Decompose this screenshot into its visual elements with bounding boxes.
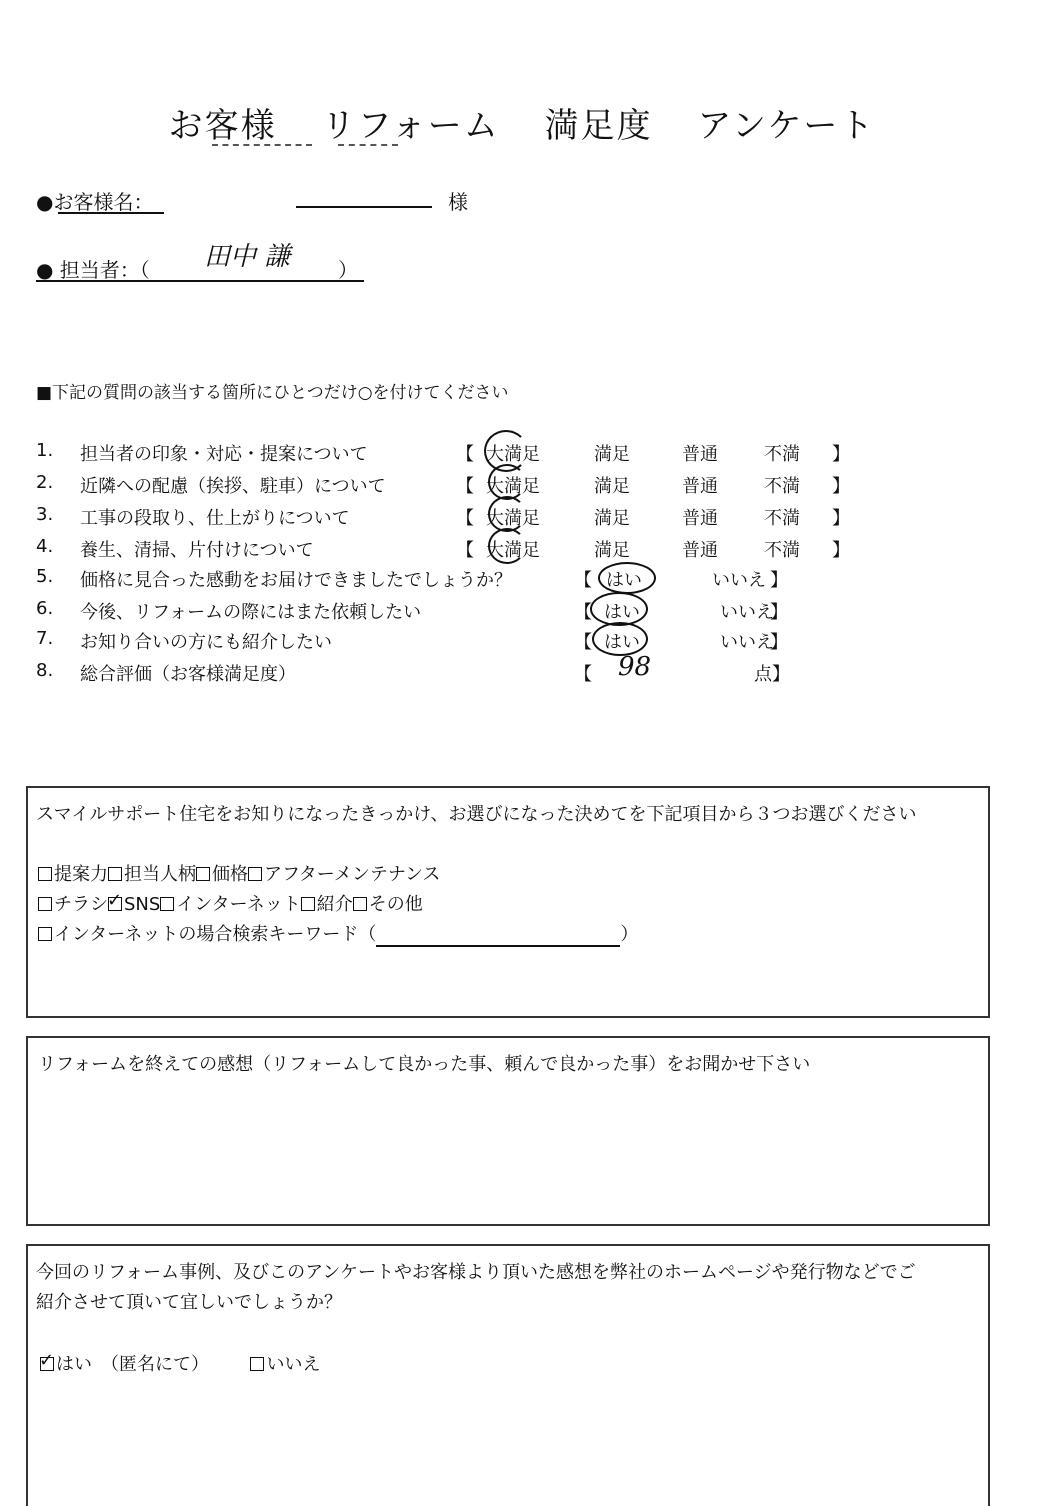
customer-name-field[interactable] — [296, 206, 432, 208]
staff-close: ） — [338, 258, 358, 282]
question-text: 価格に見合った感動をお届けできましたでしょうか？ — [80, 570, 512, 591]
answer-circle — [488, 496, 526, 532]
option-hai[interactable]: はい — [604, 632, 640, 653]
checkbox[interactable] — [38, 897, 52, 911]
option-iie[interactable]: いいえ — [712, 570, 766, 591]
question-number: 2. — [36, 472, 54, 493]
checkbox-label: 価格 — [212, 864, 248, 885]
checkbox-checked[interactable] — [108, 897, 122, 911]
bracket-close: 】 — [832, 444, 850, 465]
title-underline — [212, 144, 312, 146]
permission-options — [40, 1350, 320, 1376]
bracket-open: 【 — [456, 476, 474, 497]
no-label: いいえ — [266, 1354, 321, 1375]
checkbox-yes[interactable] — [40, 1357, 54, 1371]
bracket-close: 】 — [770, 570, 788, 591]
question-number: 1. — [36, 440, 54, 461]
bracket-close: 】 — [832, 476, 850, 497]
bracket-close: 】 — [770, 632, 788, 653]
title-underline — [338, 144, 398, 146]
impression-section — [26, 1036, 990, 1226]
answer-circle — [592, 622, 648, 656]
option-hai[interactable]: はい — [604, 602, 640, 623]
checkbox[interactable] — [196, 867, 210, 881]
bracket-close: 】 — [832, 540, 850, 561]
question-number: 6. — [36, 598, 54, 619]
option-manzoku[interactable]: 満足 — [594, 444, 630, 465]
option-futsuu[interactable]: 普通 — [682, 540, 718, 561]
bracket-open: 【 — [456, 508, 474, 529]
instruction-text: ■下記の質問の該当する箇所にひとつだけ○を付けてください — [36, 383, 509, 403]
staff-label: ● 担当者：（ — [36, 258, 150, 282]
option-fuman[interactable]: 不満 — [764, 508, 800, 529]
source-prompt: スマイルサポート住宅をお知りになったきっかけ、お選びになった決めてを下記項目から３つお選びください — [36, 804, 917, 825]
option-futsuu[interactable]: 普通 — [682, 444, 718, 465]
question-number: 8. — [36, 660, 54, 681]
option-manzoku[interactable]: 満足 — [594, 540, 630, 561]
bracket-open: 【 — [456, 444, 474, 465]
checkbox-label: その他 — [368, 894, 423, 915]
permission-prompt-line2: 紹介させて頂いて宜しいでしょうか？ — [36, 1292, 342, 1313]
option-fuman[interactable]: 不満 — [764, 476, 800, 497]
checkbox-label: 紹介 — [316, 894, 353, 915]
source-row-3 — [38, 920, 638, 947]
bracket-open: 【 — [574, 602, 592, 623]
question-number: 3. — [36, 504, 54, 525]
option-dai-manzoku[interactable]: 大満足 — [486, 508, 540, 529]
permission-section — [26, 1244, 990, 1506]
option-futsuu[interactable]: 普通 — [682, 508, 718, 529]
checkbox-no[interactable] — [250, 1357, 264, 1371]
option-fuman[interactable]: 不満 — [764, 540, 800, 561]
checkbox[interactable] — [38, 927, 52, 941]
checkbox-label: インターネット — [176, 894, 301, 915]
title-part: リフォーム — [321, 106, 500, 146]
checkbox-label: SNS — [124, 894, 161, 915]
question-text: お知り合いの方にも紹介したい — [80, 632, 332, 653]
bracket-close: 】 — [832, 508, 850, 529]
checkbox[interactable] — [108, 867, 122, 881]
label-underline — [58, 212, 164, 214]
keyword-close: ） — [620, 924, 639, 945]
checkbox-label: 提案力 — [54, 864, 108, 885]
impression-prompt: リフォームを終えての感想（リフォームして良かった事、頼んで良かった事）をお聞かせ下さい — [38, 1054, 811, 1075]
option-dai-manzoku[interactable]: 大満足 — [486, 540, 540, 561]
question-number: 4. — [36, 536, 54, 557]
question-text: 工事の段取り、仕上がりについて — [80, 508, 350, 529]
customer-suffix: 様 — [448, 190, 468, 214]
checkbox-label: チラシ — [54, 894, 108, 915]
title-part: アンケート — [697, 106, 876, 146]
staff-handwritten-name: 田中 謙 — [204, 242, 291, 272]
question-text: 今後、リフォームの際にはまた依頼したい — [80, 602, 422, 623]
bracket-open: 【 — [574, 570, 592, 591]
customer-name-label: ●お客様名： — [36, 190, 154, 214]
option-futsuu[interactable]: 普通 — [682, 476, 718, 497]
bracket-close: 】 — [770, 602, 788, 623]
checkbox[interactable] — [38, 867, 52, 881]
bracket-open: 【 — [456, 540, 474, 561]
question-text: 担当者の印象・対応・提案について — [80, 444, 368, 465]
permission-prompt-line1: 今回のリフォーム事例、及びこのアンケートやお客様より頂いた感想を弊社のホームページや発行物などでご — [36, 1262, 916, 1283]
source-row-2 — [38, 890, 423, 916]
checkbox-label: インターネットの場合検索キーワード（ — [54, 924, 377, 945]
option-iie[interactable]: いいえ — [720, 602, 774, 623]
checkbox-label: アフターメンテナンス — [264, 864, 441, 885]
question-text: 近隣への配慮（挨拶、駐車）について — [80, 476, 386, 497]
checkbox[interactable] — [248, 867, 262, 881]
option-hai[interactable]: はい — [606, 570, 642, 591]
checkbox[interactable] — [353, 897, 367, 911]
option-iie[interactable]: いいえ — [720, 632, 774, 653]
question-text: 養生、清掃、片付けについて — [80, 540, 314, 561]
option-manzoku[interactable]: 満足 — [594, 476, 630, 497]
bracket-open: 【 — [574, 664, 592, 685]
checkbox[interactable] — [160, 897, 174, 911]
checkbox[interactable] — [301, 897, 315, 911]
staff-underline — [36, 280, 364, 282]
answer-circle — [488, 528, 526, 564]
question-text: 総合評価（お客様満足度） — [80, 664, 296, 685]
option-dai-manzoku[interactable]: 大満足 — [486, 476, 540, 497]
score-value[interactable]: 98 — [618, 652, 652, 682]
question-number: 5. — [36, 566, 54, 587]
option-fuman[interactable]: 不満 — [764, 444, 800, 465]
question-number: 7. — [36, 628, 54, 649]
source-section — [26, 786, 990, 1018]
title-part: お客様 — [168, 106, 277, 146]
option-manzoku[interactable]: 満足 — [594, 508, 630, 529]
answer-circle — [590, 592, 648, 626]
yes-label: はい （匿名にて） — [56, 1354, 209, 1375]
bracket-open: 【 — [574, 632, 592, 653]
answer-circle — [598, 562, 656, 594]
answer-circle — [488, 464, 526, 500]
impression-textarea[interactable] — [38, 1082, 978, 1212]
page-title — [0, 98, 1044, 147]
source-row-1 — [38, 860, 440, 886]
score-unit: 点】 — [754, 664, 790, 685]
option-dai-manzoku[interactable]: 大満足 — [486, 444, 540, 465]
keyword-field[interactable] — [376, 924, 620, 947]
title-part: 満足度 — [544, 106, 653, 146]
checkbox-label: 担当人柄 — [124, 864, 196, 885]
